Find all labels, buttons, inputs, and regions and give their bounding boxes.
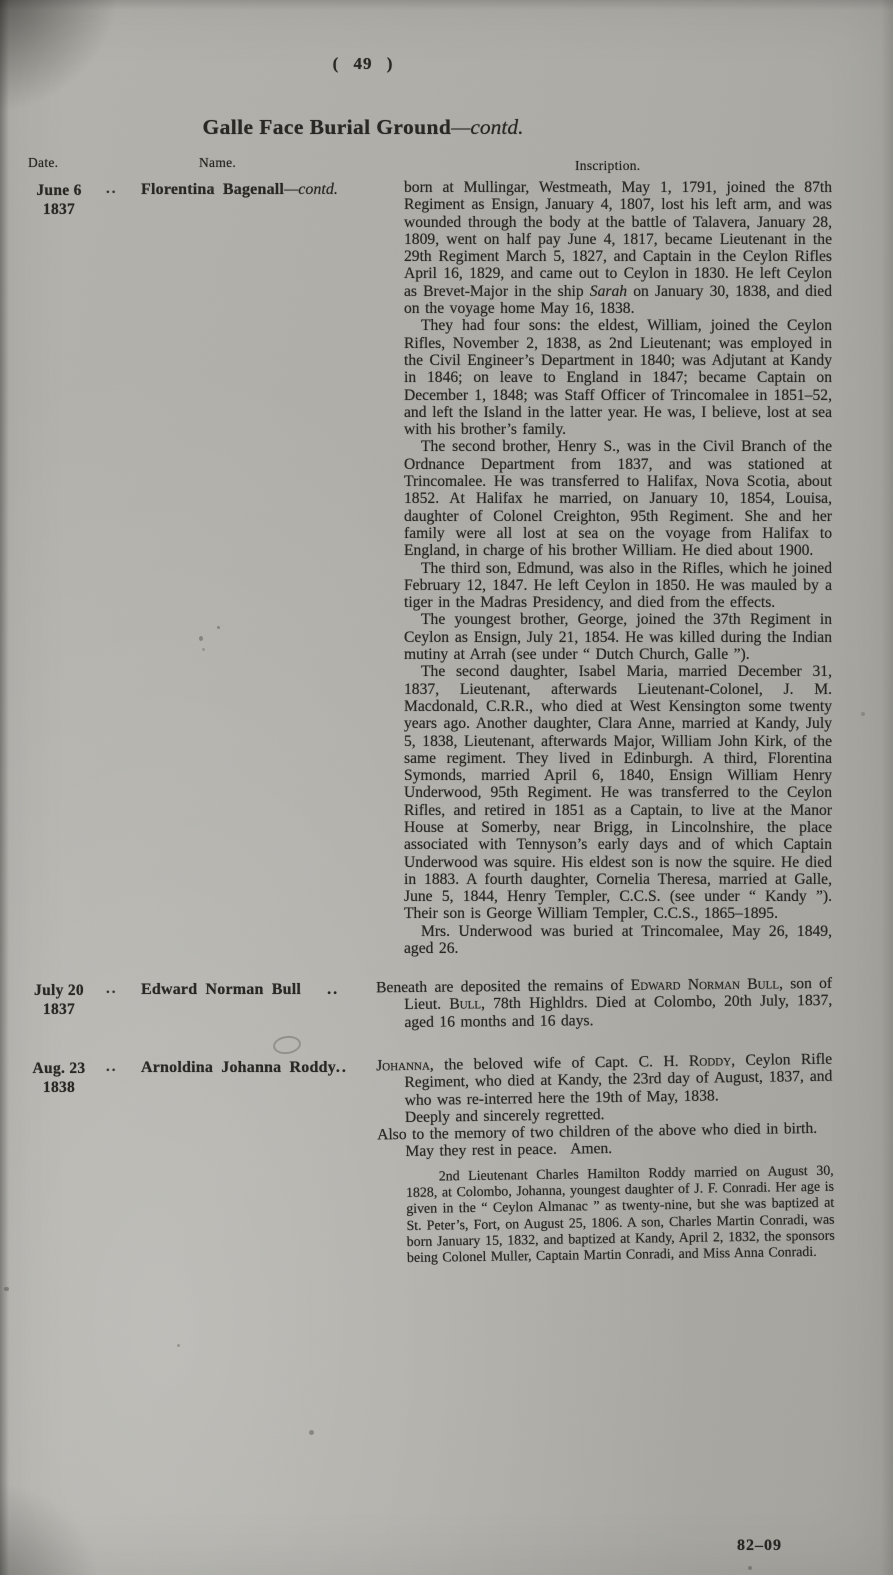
inscription-text: Deeply and sincerely regretted. <box>404 1106 605 1127</box>
inscription-text: The third son, Edmund, was also in the Rifles, which he joined February 12, 1847. He left Ceylon in 1850. He was mauled by a tiger in the Madras Presidency, and died from the effects. <box>404 559 832 612</box>
paper-speck <box>748 1566 752 1570</box>
paper-speck <box>217 626 220 629</box>
inscription-text: , Ceylon Rifle Regiment, who died at Kandy, the 23rd day of August, 1837, and who was re-interred here the 19th of May, 1838. <box>404 1050 833 1109</box>
entry-name-text: Florentina Bagenall <box>141 181 285 198</box>
inscription-paragraph <box>404 560 832 612</box>
inscription-text: May they rest in peace. Amen. <box>405 1140 613 1161</box>
column-header-date: Date. <box>28 155 59 170</box>
paper-speck <box>210 186 214 190</box>
inscription-paragraph <box>406 1164 835 1268</box>
small-caps-name: Bull <box>449 995 482 1014</box>
entry-name-text: Edward Norman Bull <box>141 981 302 999</box>
entry-date-line: 1837 <box>42 201 76 218</box>
inscription-text: Also to the memory of two children of the above who died in birth. <box>377 1120 818 1144</box>
paper-speck <box>861 712 865 716</box>
leader-dots: .. <box>106 981 118 998</box>
entry-date <box>18 981 100 1019</box>
page-title <box>203 115 524 140</box>
entry-date-line: 1838 <box>42 1079 76 1097</box>
entry-date-line: July 20 <box>34 982 84 1000</box>
paper-speck <box>177 1344 180 1347</box>
small-caps-name: Roddy <box>688 1052 732 1071</box>
italic-text: Sarah <box>589 282 628 300</box>
entry-date-line: Aug. 23 <box>32 1060 86 1078</box>
inscription-text: The second daughter, Isabel Maria, married December 31, 1837, Lieutenant, afterwards Lieutenant-Colonel, J. M. Macdonald, C.R.R., who died at West Kensington some twenty years ago. Another daughter, Clara Anne, married at Kandy, July 5, 1838, Lieutenant, afterwards Major, William John Kirk, of the same regiment. They lived in Edinburgh. A third, Florentina Symonds, married April 6, 1840, Ensign William Henry Underwood, 95th Regiment. He was transferred to the Ceylon Rifles, and retired in 1851 as a Captain, to live at the Manor House at Somerby, near Brigg, in Lincolnshire, the place associated with Tennyson’s early days and of which Captain Underwood was squire. His eldest son is now the squire. He died in 1883. A fourth daughter, Cornelia Theresa, married at Galle, June 5, 1844, Henry Templer, C.C.S. (see under “ Kandy ”). Their son is George William Templer, C.C.S., 1865–1895. <box>404 663 832 923</box>
small-caps-name: Edward Norman Bull <box>630 975 780 995</box>
small-caps-name: Johanna <box>376 1056 430 1075</box>
inscription-paragraph <box>404 611 832 663</box>
entry-inscription <box>376 975 833 1031</box>
inscription-paragraph <box>404 923 832 958</box>
inscription-text: Beneath are deposited the remains of <box>376 977 631 997</box>
entry-name-text: Arnoldina Johanna Roddy <box>141 1059 336 1077</box>
leader-dots: .. <box>106 1059 118 1076</box>
inscription-text: , son of Lieut. <box>404 975 833 1014</box>
page-title-contd: —contd. <box>451 115 524 139</box>
inscription-paragraph <box>404 438 832 559</box>
entry-row <box>0 179 893 957</box>
inscription-text: , the beloved wife of Capt. C. H. <box>429 1053 690 1074</box>
entries <box>0 179 893 1268</box>
inscription-paragraph <box>376 975 833 1031</box>
inscription-paragraph <box>404 317 832 438</box>
inscription-paragraph <box>376 1050 833 1109</box>
page-title-text: Galle Face Burial Ground <box>202 115 452 139</box>
footer-mark: 82–09 <box>737 1537 782 1554</box>
page-number: ( 49 ) <box>332 54 394 73</box>
inscription-text: Mrs. Underwood was buried at Trincomalee, May 26, 1849, aged 26. <box>404 922 832 958</box>
entry-row <box>0 1050 893 1268</box>
entry-inscription <box>404 179 832 957</box>
paper-speck <box>202 648 205 651</box>
inscription-text: They had four sons: the eldest, William, joined the Ceylon Rifles, November 2, 1838, as 2nd Lieutenant; was employed in the Civil Engineer’s Department in 1840; was Adjutant at Kandy in 1846; on leave to England in 1847; became Captain on December 1, 1848; was Staff Officer of Trincomalee in 1851–52, and left the Island in the latter year. He was, I believe, lost at sea with his brother’s family. <box>404 317 832 439</box>
leader-dots: .. <box>327 981 340 999</box>
inscription-text: , 78th Highldrs. Died at Colombo, 20th July, 1837, aged 16 months and 16 days. <box>404 992 833 1031</box>
inscription-text: on January 30, 1838, and died on the voyage home May 16, 1838. <box>404 282 832 318</box>
entry-date <box>18 181 100 219</box>
inscription-text: The youngest brother, George, joined the 37th Regiment in Ceylon as Ensign, July 21, 1854. He was killed during the Indian mutiny at Arrah (see under “ Dutch Church, Galle ”). <box>404 611 832 664</box>
paper-speck <box>309 1430 314 1435</box>
column-header-name: Name. <box>199 155 237 170</box>
inscription-text: The second brother, Henry S., was in the Civil Branch of the Ordnance Department from 1837, and was stationed at Trincomalee. He was transferred to Halifax, Nova Scotia, about 1852. At Halifax he married, on January 10, 1854, Louisa, daughter of Colonel Creighton, 95th Regiment. She and her family were all lost at sea on the voyage from Halifax to England, in charge of his brother William. He died about 1900. <box>404 438 832 560</box>
entry-name <box>141 981 399 999</box>
leader-dots: .. <box>106 181 118 197</box>
entry-inscription <box>376 1050 835 1268</box>
paper-speck <box>4 1287 9 1291</box>
inscription-text: 2nd Lieutenant Charles Hamilton Roddy married on August 30, 1828, at Colombo, Johanna, youngest daughter of J. F. Conradi. Her age is given in the “ Ceylon Almanac ” as twenty-nine, but she was baptized at St. Peter’s, Fort, on August 25, 1806. A son, Charles Martin Conradi, was born January 15, 1832, and baptized at Kandy, April 2, 1832, the sponsors being Colonel Muller, Captain Martin Conradi, and Miss Anna Conradi. <box>405 1163 835 1267</box>
paper-speck <box>199 636 203 641</box>
entry-name <box>141 1059 399 1077</box>
entry-date-line: 1837 <box>42 1001 76 1019</box>
inscription-text: born at Mullingar, Westmeath, May 1, 1791, joined the 87th Regiment as Ensign, January 4, 1807, lost his left arm, and was wounded through the body at the battle of Talavera, January 28, 1809, went on half pay June 4, 1817, became Lieutenant in the 29th Regiment March 5, 1827, and Captain in the Ceylon Rifles April 16, 1829, and came out to Ceylon in 1830. He left Ceylon as Brevet-Major in the ship <box>404 179 832 300</box>
entry-name-contd: —contd. <box>284 181 338 198</box>
inscription-paragraph <box>404 179 832 317</box>
inscription-paragraph <box>404 663 832 922</box>
entry-date-line: June 6 <box>36 182 82 199</box>
entry-date <box>18 1059 100 1097</box>
column-header-inscription: Inscription. <box>575 158 641 173</box>
leader-dots: .. <box>335 1059 348 1077</box>
entry-name <box>141 181 399 199</box>
entry-row <box>0 975 893 1031</box>
